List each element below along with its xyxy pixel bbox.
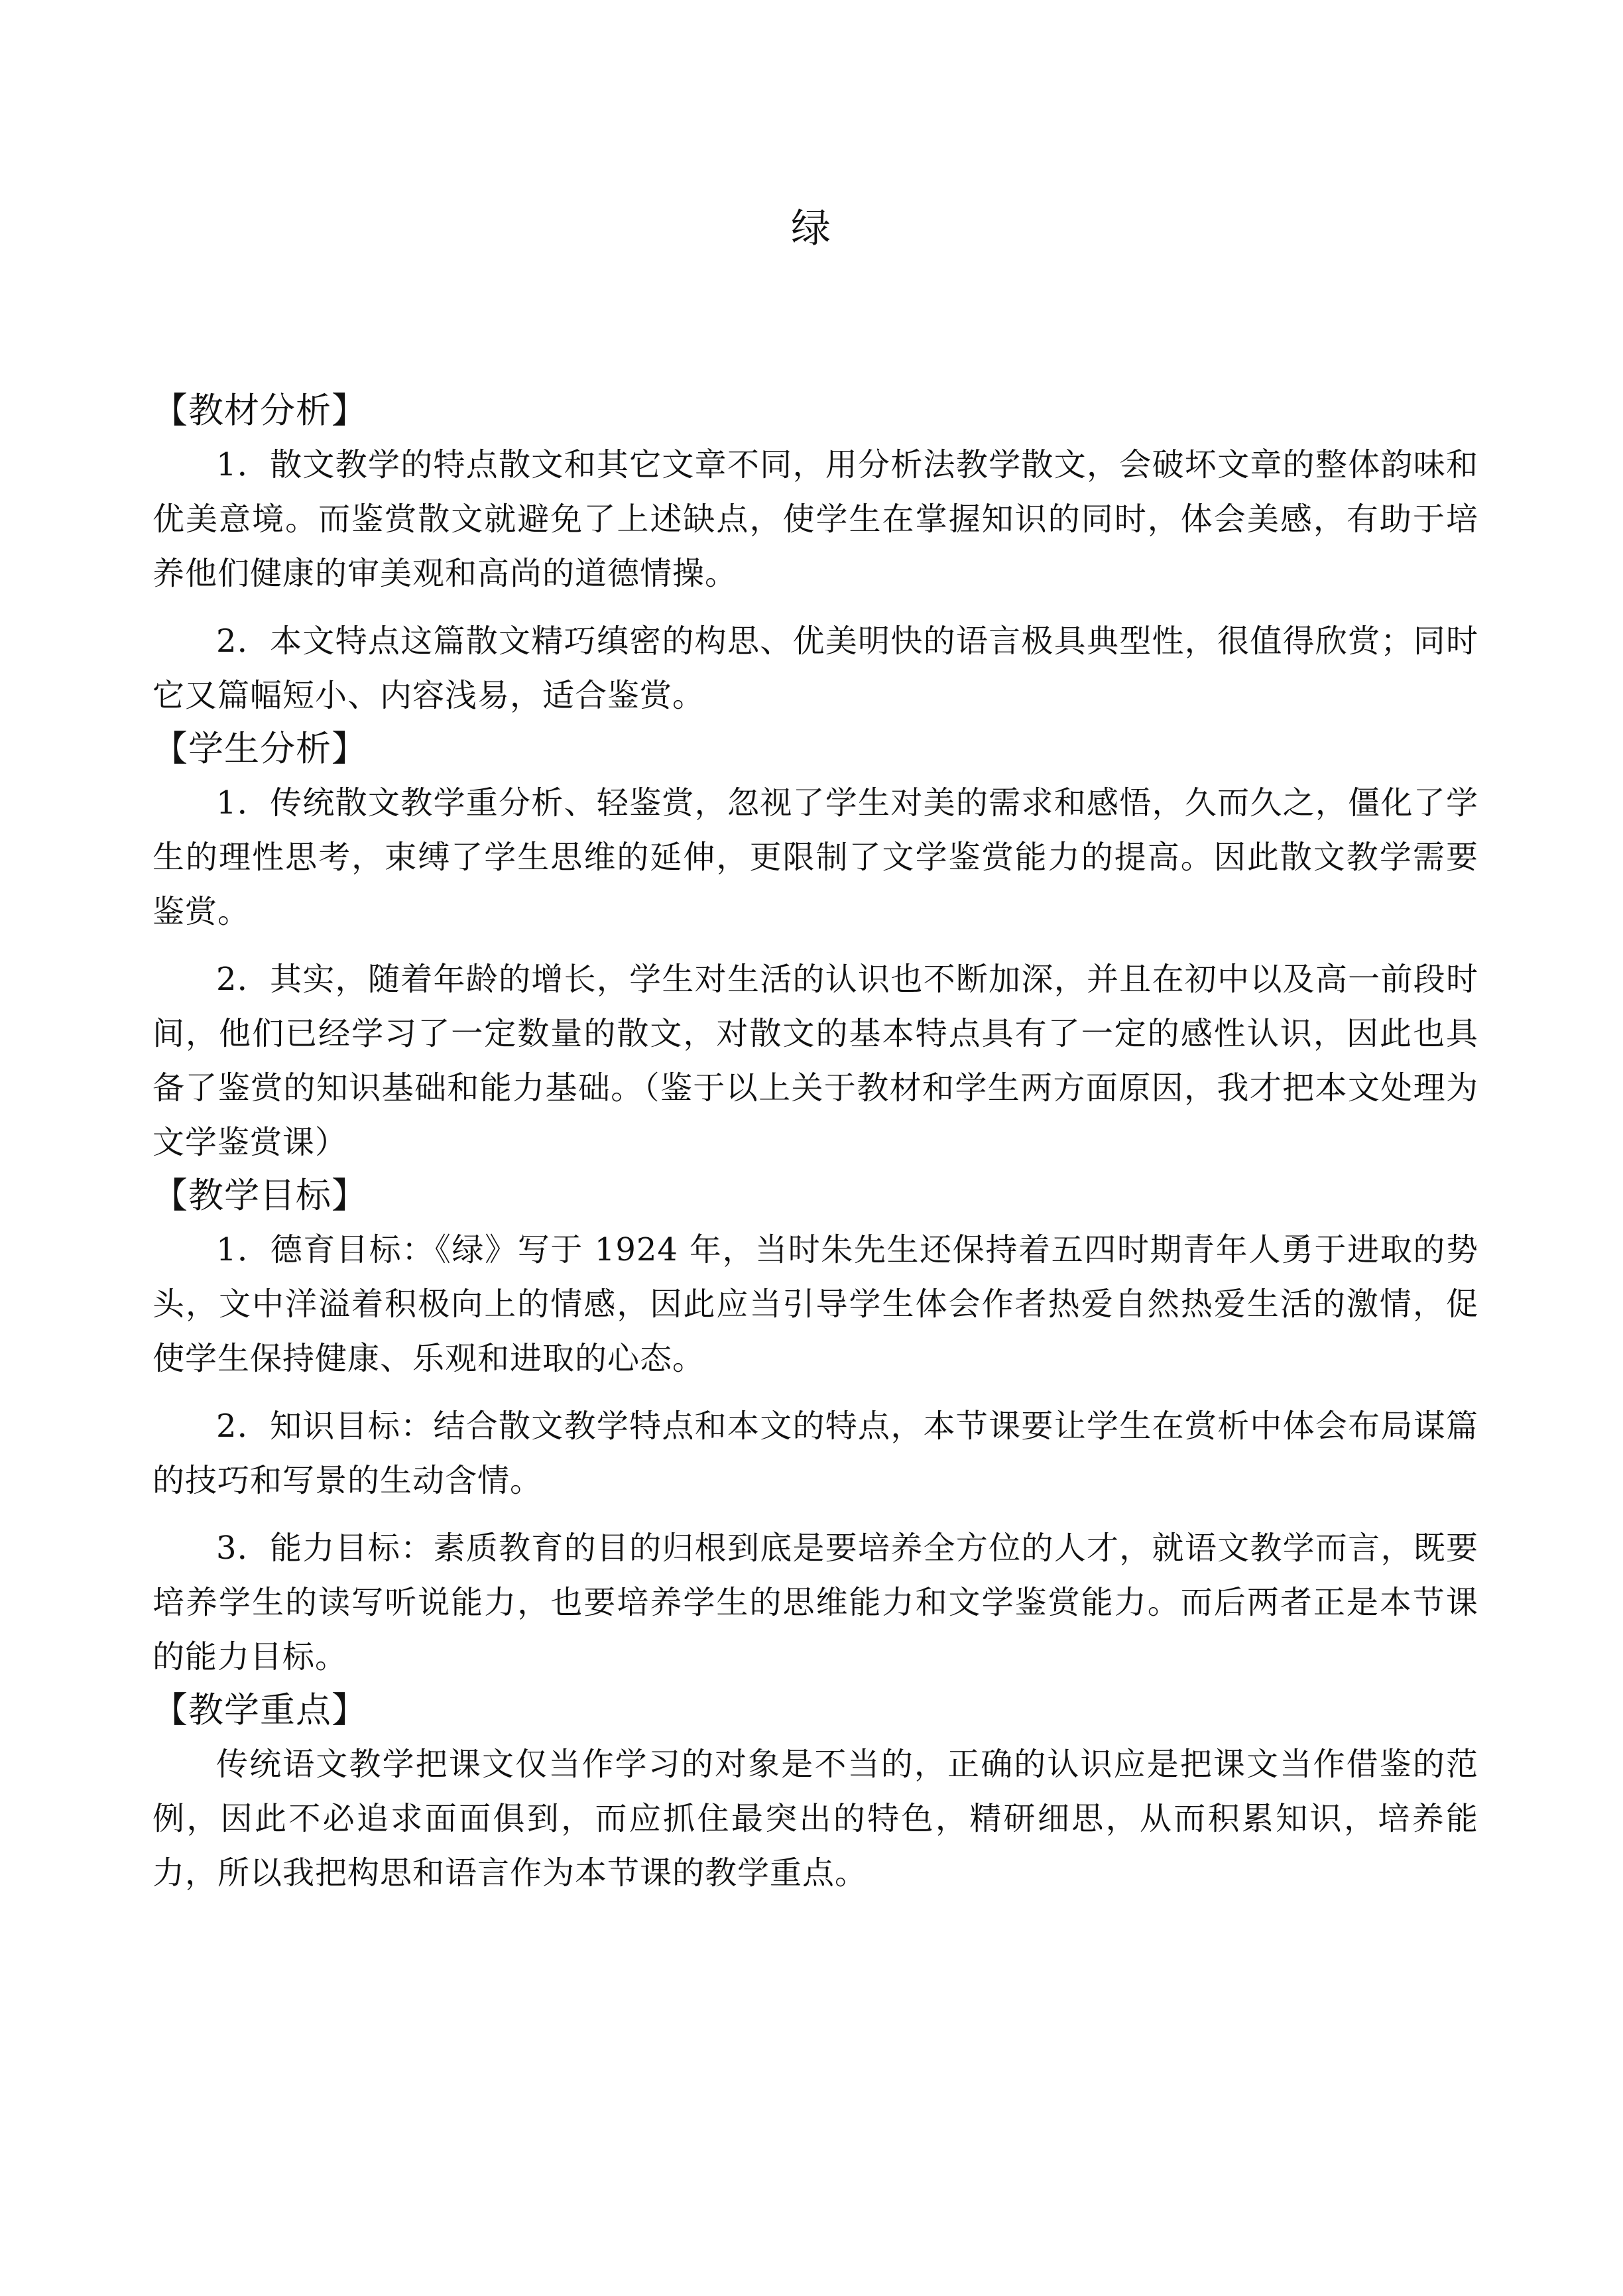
paragraph: 2．其实，随着年龄的增长，学生对生活的认识也不断加深，并且在初中以及高一前段时间，他们已经学习了一定数量的散文，对散文的基本特点具有了一定的感性认识，因此也具备了鉴赏的知识基础和能力基础。（鉴于以上关于教材和学生两方面原因，我才把本文处理为文学鉴赏课） [152, 961, 1478, 1161]
section-heading: 【学生分析】 [152, 729, 367, 769]
paragraph: 1．传统散文教学重分析、轻鉴赏，忽视了学生对美的需求和感悟，久而久之，僵化了学生的理性思考，束缚了学生思维的延伸，更限制了文学鉴赏能力的提高。因此散文教学需要鉴赏。 [152, 784, 1478, 930]
section-heading: 【教学目标】 [152, 1176, 367, 1216]
section-teaching-goals [152, 1170, 1478, 1684]
paragraph: 2．本文特点这篇散文精巧缜密的构思、优美明快的语言极具典型性，很值得欣赏；同时它又篇幅短小、内容浅易，适合鉴赏。 [152, 623, 1478, 714]
section-heading: 【教学重点】 [152, 1690, 367, 1730]
paragraph: 1．德育目标：《绿》写于 1924 年，当时朱先生还保持着五四时期青年人勇于进取的势头，文中洋溢着积极向上的情感，因此应当引导学生体会作者热爱自然热爱生活的激情，促使学生保持健康、乐观和进取的心态。 [152, 1231, 1478, 1377]
document-body [152, 385, 1478, 1900]
section-teaching-focus [152, 1684, 1478, 1900]
paragraph: 2．知识目标：结合散文教学特点和本文的特点，本节课要让学生在赏析中体会布局谋篇的技巧和写景的生动含情。 [152, 1408, 1478, 1499]
section-heading: 【教材分析】 [152, 391, 367, 431]
section-student-analysis [152, 723, 1478, 1170]
document-title: 绿 [791, 206, 832, 252]
paragraph: 3．能力目标：素质教育的目的归根到底是要培养全方位的人才，就语文教学而言，既要培养学生的读写听说能力，也要培养学生的思维能力和文学鉴赏能力。而后两者正是本节课的能力目标。 [152, 1530, 1478, 1675]
paragraph: 1．散文教学的特点散文和其它文章不同，用分析法教学散文，会破坏文章的整体韵味和优美意境。而鉴赏散文就避免了上述缺点，使学生在掌握知识的同时，体会美感，有助于培养他们健康的审美观和高尚的道德情操。 [152, 446, 1478, 592]
section-textbook-analysis [152, 385, 1478, 723]
paragraph: 传统语文教学把课文仅当作学习的对象是不当的，正确的认识应是把课文当作借鉴的范例，因此不必追求面面俱到，而应抓住最突出的特色，精研细思，从而积累知识，培养能力，所以我把构思和语言作为本节课的教学重点。 [152, 1746, 1478, 1892]
